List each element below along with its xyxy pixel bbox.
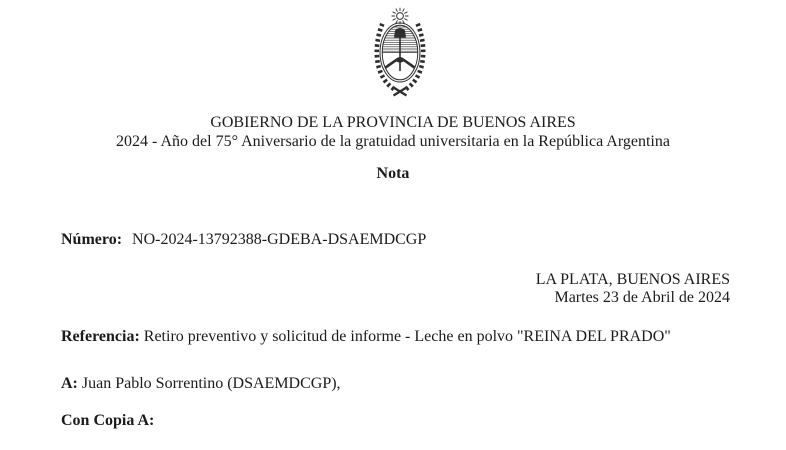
numero-label: Número: <box>61 231 123 248</box>
header-motto: 2024 - Año del 75° Aniversario de la gratuidad universitaria en la República Argentina <box>116 133 670 150</box>
numero-line <box>61 230 746 249</box>
place-line: LA PLATA, BUENOS AIRES <box>535 271 730 288</box>
header-org: GOBIERNO DE LA PROVINCIA DE BUENOS AIRES <box>210 114 576 131</box>
referencia-line <box>61 327 746 346</box>
referencia-label: Referencia: <box>61 328 140 345</box>
recipient-line <box>61 374 746 393</box>
argentina-coat-of-arms-icon <box>368 7 432 97</box>
numero-value: NO-2024-13792388-GDEBA-DSAEMDCGP <box>132 231 427 248</box>
recipient-value: Juan Pablo Sorrentino (DSAEMDCGP), <box>81 375 341 392</box>
date-line: Martes 23 de Abril de 2024 <box>554 289 730 306</box>
doc-type-title: Nota <box>376 165 410 182</box>
referencia-value: Retiro preventivo y solicitud de informe - Leche en polvo "REINA DEL PRADO" <box>143 328 671 345</box>
recipient-label: A: <box>61 375 78 392</box>
cc-label: Con Copia A: <box>61 412 155 429</box>
